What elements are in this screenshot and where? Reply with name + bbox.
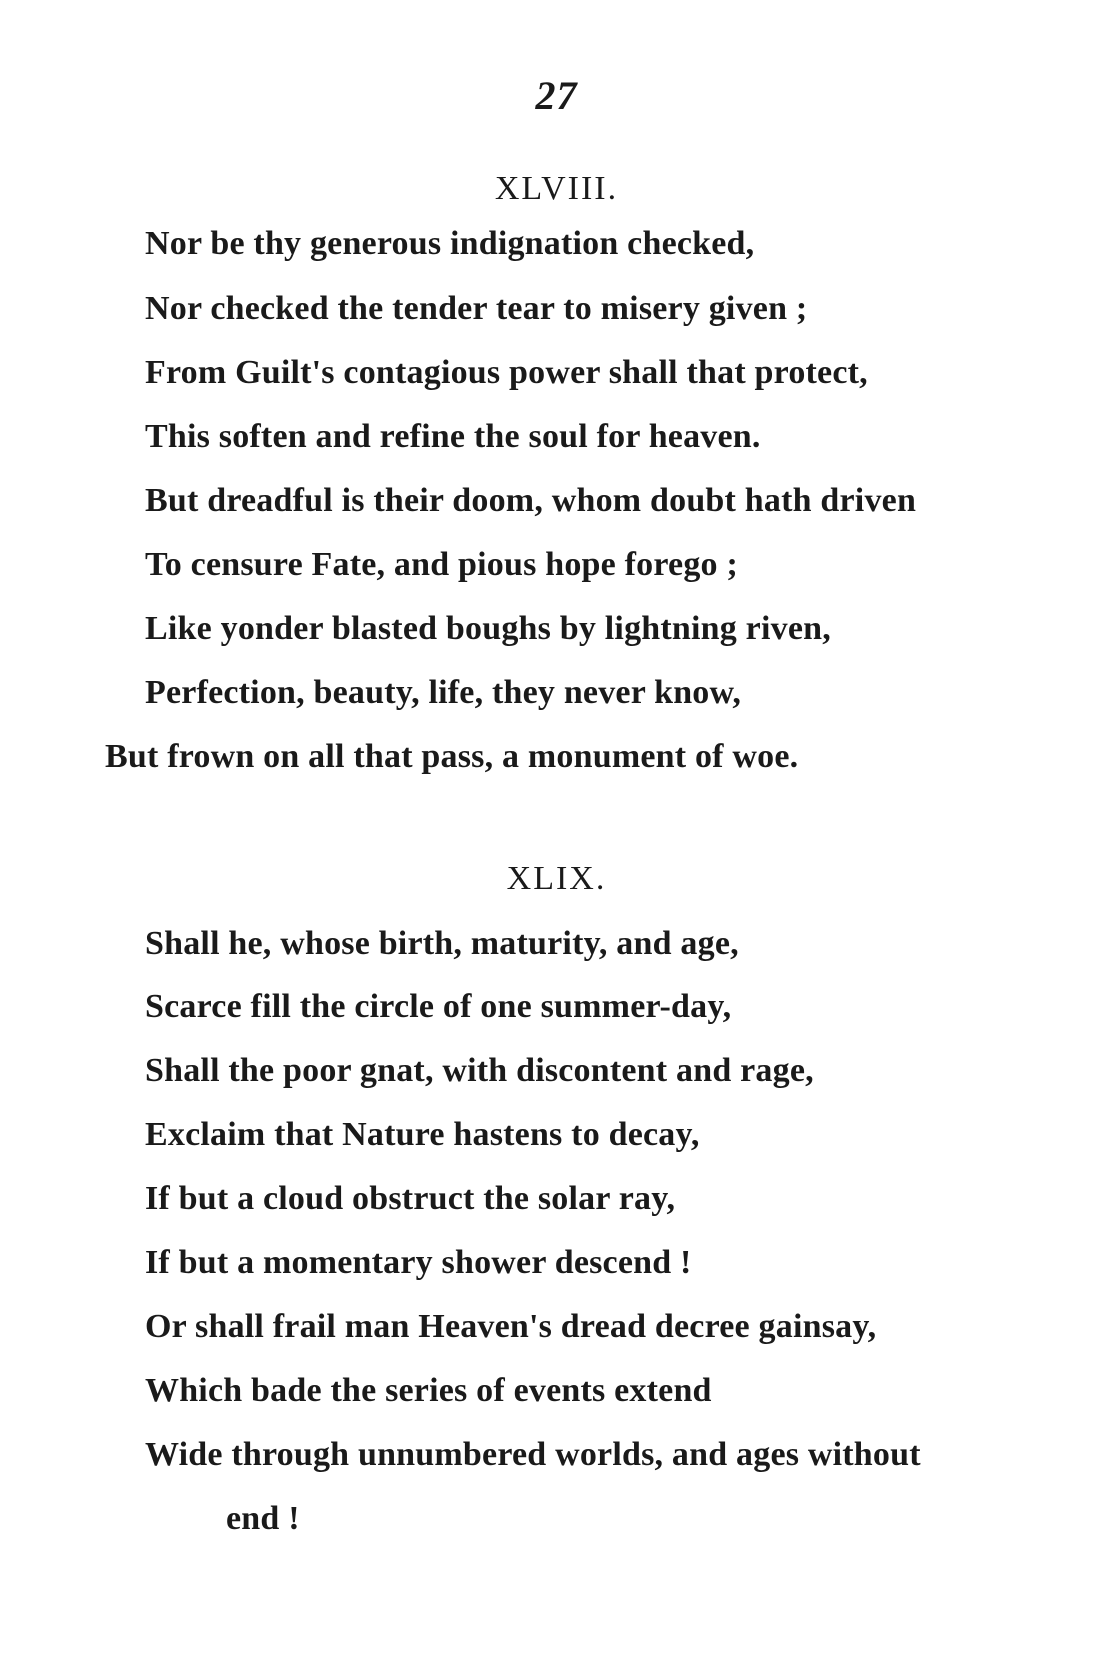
verse-line: From Guilt's contagious power shall that protect, [145,354,868,391]
verse-line: Shall the poor gnat, with discontent and rage, [145,1052,814,1089]
verse-line: Perfection, beauty, life, they never know, [145,674,742,711]
stanza-heading: XLVIII. [494,170,619,207]
verse-line: If but a momentary shower descend ! [145,1244,692,1281]
verse-line: This soften and refine the soul for heaven. [145,418,761,455]
verse-line: To censure Fate, and pious hope forego ; [145,546,738,583]
verse-line: Shall he, whose birth, maturity, and age, [145,925,739,962]
stanza-heading: XLIX. [506,860,607,897]
verse-line: Or shall frail man Heaven's dread decree gainsay, [145,1308,877,1345]
verse-line: Like yonder blasted boughs by lightning riven, [145,610,831,647]
verse-line: Nor be thy generous indignation checked, [145,225,755,262]
page-number: 27 [535,73,578,118]
verse-line: end ! [226,1500,300,1537]
verse-line: Nor checked the tender tear to misery given ; [145,290,808,327]
verse-line: If but a cloud obstruct the solar ray, [145,1180,676,1217]
verse-line: Which bade the series of events extend [145,1372,712,1409]
verse-line: But frown on all that pass, a monument of woe. [105,738,799,775]
verse-line: Exclaim that Nature hastens to decay, [145,1116,700,1153]
verse-line: But dreadful is their doom, whom doubt hath driven [145,482,917,519]
verse-line: Wide through unnumbered worlds, and ages without [145,1436,921,1473]
verse-line: Scarce fill the circle of one summer-day, [145,988,732,1025]
